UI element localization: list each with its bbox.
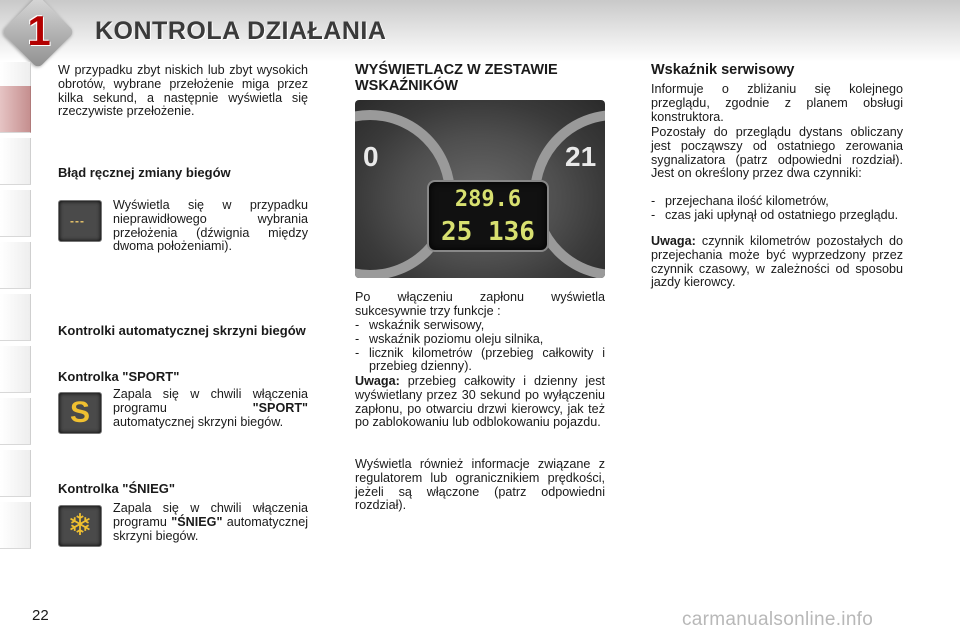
chapter-title: KONTROLA DZIAŁANIA [95, 17, 387, 45]
service-p1: Informuje o zbliżaniu się kolejnego przeglądu, zgodnie z planem obsługi konstruktora. [651, 82, 903, 124]
page-header [0, 0, 960, 62]
chapter-tab[interactable] [0, 138, 31, 185]
manual-error-heading: Błąd ręcznej zmiany biegów [58, 165, 231, 180]
sport-heading: Kontrolka "SPORT" [58, 369, 180, 384]
display-functions-list [355, 319, 605, 374]
page-number: 22 [32, 607, 49, 624]
chapter-tab[interactable] [0, 450, 31, 497]
list-item: - licznik kilometrów (przebieg całkowity i przebieg dzienny). [355, 345, 605, 374]
snowflake-icon: ❄ [58, 505, 102, 547]
chapter-tab[interactable] [0, 346, 31, 393]
sport-text-before: Zapala się w chwili włączenia programu [113, 387, 308, 415]
display-section-heading: WYŚWIETLACZ W ZESTAWIE WSKAŹNIKÓW [355, 62, 558, 94]
chapter-tab[interactable] [0, 294, 31, 341]
sport-text-bold: "SPORT" [252, 400, 308, 415]
chapter-tab[interactable] [0, 190, 31, 237]
warning-dots-glyph: --- [70, 214, 85, 228]
sport-text [113, 388, 308, 429]
snow-heading: Kontrolka "ŚNIEG" [58, 481, 176, 496]
service-note-text: czynnik kilometrów pozostałych do przejechania może być wyprzedzony przez czynnik czasowy, w zależności od sposobu jazdy kierowcy. [651, 234, 903, 290]
snow-text-bold: "ŚNIEG" [171, 514, 223, 529]
manual-error-text: Wyświetla się w przypadku nieprawidłowego wybrania przełożenia (dźwignia między dwoma położeniami). [113, 198, 308, 254]
middle-intro: Po włączeniu zapłonu wyświetla sukcesywnie trzy funkcje : [355, 290, 605, 318]
chapter-tab-active[interactable] [0, 86, 31, 133]
chapter-tab[interactable] [0, 398, 31, 445]
chapter-number: 1 [27, 7, 51, 54]
list-item: - wskaźnik serwisowy, [355, 318, 485, 332]
snow-text-after: automatycznej skrzyni biegów. [113, 514, 308, 543]
sport-icon [58, 392, 102, 434]
sport-text-after: automatycznej skrzyni biegów. [113, 414, 284, 429]
lcd-display [427, 180, 549, 252]
middle-also: Wyświetla również informacje związane z regulatorem lub ogranicznikiem prędkości, jeżeli są włączone (patrz odpowiedni rozdział). [355, 457, 605, 513]
watermark: carmanualsonline.info [682, 609, 874, 630]
list-item: - czas jaki upłynął od ostatniego przeglądu. [651, 207, 899, 222]
snow-text [113, 502, 308, 543]
warning-dots-icon [58, 200, 102, 242]
sport-letter: S [69, 396, 90, 429]
gauge-left-value: 0 [363, 141, 379, 172]
gauge-right-value: 21 [565, 141, 597, 172]
chapter-tabs [0, 62, 34, 582]
service-p2: Pozostały do przeglądu dystans obliczany jest począwszy od ostatniego zerowania sygnalizatora (patrz odpowiedni rozdział). Jest on określony przez dwa czynniki: [651, 125, 903, 181]
list-item: - wskaźnik poziomu oleju silnika, [355, 331, 544, 346]
lcd-trip-value: 289.6 [454, 187, 522, 212]
left-intro: W przypadku zbyt niskich lub zbyt wysokich obrotów, wybrane przełożenie miga przez kilka sekund, a następnie wyświetla się rzeczywiste przełożenie. [58, 63, 308, 119]
chapter-tab[interactable] [0, 242, 31, 289]
lcd-odometer-value: 25 136 [441, 217, 535, 247]
service-factors-list [651, 195, 903, 223]
middle-note-text: przebieg całkowity i dzienny jest wyświetlany przez 30 sekund po wyłączeniu zapłonu, po otwarciu drzwi kierowcy, jak też po zablokowaniu lub odblokowaniu pojazdu. [355, 374, 605, 430]
list-item: - przejechana ilość kilometrów, [651, 194, 829, 208]
service-indicator-heading: Wskaźnik serwisowy [651, 62, 795, 78]
middle-note [355, 375, 605, 430]
snow-text-before: Zapala się w chwili włączenia programu [113, 501, 308, 529]
middle-note-label: Uwaga: [355, 374, 400, 388]
service-note [651, 235, 903, 290]
chapter-tab[interactable] [0, 502, 31, 549]
service-note-label: Uwaga: [651, 234, 696, 248]
auto-gearbox-heading: Kontrolki automatycznej skrzyni biegów [58, 323, 306, 338]
instrument-cluster-photo [355, 100, 605, 278]
